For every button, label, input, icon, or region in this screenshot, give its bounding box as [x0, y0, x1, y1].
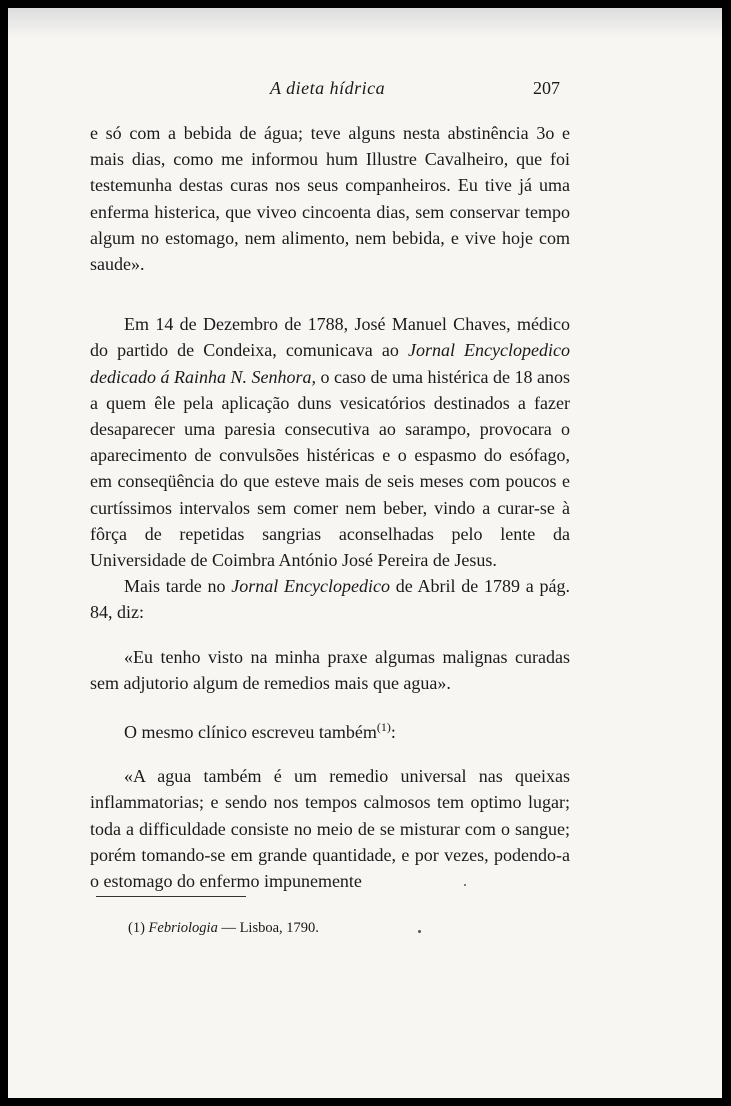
journal-title: Jornal Encyclopedico [231, 576, 390, 597]
paper-speck [464, 884, 466, 886]
page-edge-shadow [8, 8, 722, 38]
paragraph-text: Em 14 de Dezembro de 1788, José Manuel Chaves, médico do partido de Condeixa, comunicava ao [90, 314, 570, 361]
body-text [90, 120, 570, 894]
page-header [80, 78, 560, 102]
paragraph-text: Mais tarde no [124, 576, 232, 597]
paragraph-later [90, 573, 570, 625]
paragraph-continuation: e só com a bebida de água; teve alguns nesta abstinência 3o e mais dias, como me informou hum Illustre Cavalheiro, que foi testemunha destas curas nos seus companheiros. Eu tive já uma enferma histerica, que viveo cincoenta dias, sem conservar tempo algum no estomago, nem alimento, nem bebida, e vive hoje com saude». [90, 123, 570, 275]
book-page [8, 8, 722, 1098]
paragraph-clinico [90, 714, 570, 745]
quotation-1: «Eu tenho visto na minha praxe algumas malignas curadas sem adjutorio algum de remedios mais que agua». [90, 646, 570, 693]
paragraph-text: O mesmo clínico escreveu também [124, 722, 377, 743]
paragraph-text: o caso de uma histérica de 18 anos a quem êle pela aplicação duns vesicatórios destinados a fazer desaparecer uma paresia consecutiva ao sarampo, provocara o aparecimento de convulsões histéricas e o espasmo do esófago, em conseqüência do que esteve mais de seis meses com poucos e curtíssimos intervalos sem comer nem beber, vindo a curar-se à fôrça de repetidas sangrias aconselhadas pelo lente da Universidade de Coimbra António José Pereira de Jesus. [90, 366, 570, 571]
journal-title: Jornal Encyclopedico dedicado á Rainha N. Senhora, [90, 340, 570, 387]
footnote-reference: (1) [376, 720, 391, 735]
paper-speck [418, 930, 421, 933]
quotation-2: «A agua também é um remedio universal nas queixas inflammatorias; e sendo nos tempos calmosos tem optimo lugar; toda a difficuldade consiste no meio de se misturar com o sangue; porém tomando-se em grande quantidade, e por vezes, podendo-a o estomago do enfermo impunemente [90, 766, 570, 892]
footnote [128, 920, 319, 937]
footnote-marker: (1) [128, 920, 145, 936]
running-title: A dieta hídrica [270, 78, 386, 98]
footnote-title: Febriologia [148, 920, 218, 936]
footnote-text: — Lisboa, 1790. [217, 920, 319, 936]
page-number: 207 [533, 78, 560, 98]
paragraph-text: de Abril de 1789 a pág. 84, diz: [90, 576, 570, 623]
paragraph-chaves [90, 311, 570, 573]
footnote-divider [96, 896, 246, 897]
paragraph-text: : [390, 722, 396, 743]
